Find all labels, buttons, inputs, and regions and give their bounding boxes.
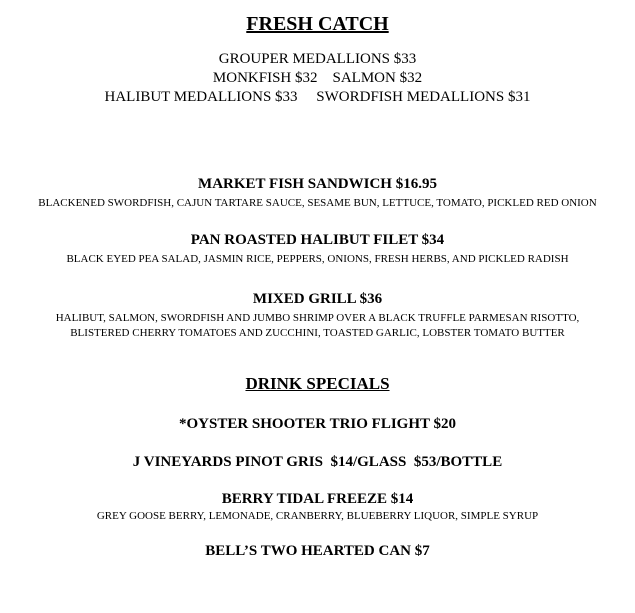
menu-item-description: BLACK EYED PEA SALAD, JASMIN RICE, PEPPERS, ONIONS, FRESH HERBS, AND PICKLED RADISH [66,253,569,265]
drink-item-description: GREY GOOSE BERRY, LEMONADE, CRANBERRY, BLUEBERRY LIQUOR, SIMPLE SYRUP [96,510,539,522]
fresh-catch-line: GROUPER MEDALLIONS $33 [218,51,417,67]
menu-item-title: MIXED GRILL $36 [252,291,383,307]
fresh-catch-line: HALIBUT MEDALLIONS $33 SWORDFISH MEDALLIONS $31 [104,89,531,105]
fresh-catch-title: FRESH CATCH [246,13,389,35]
fresh-catch-line: MONKFISH $32 SALMON $32 [212,70,423,86]
drink-item-title: BELL’S TWO HEARTED CAN $7 [205,543,430,559]
menu-item-description: BLACKENED SWORDFISH, CAJUN TARTARE SAUCE, SESAME BUN, LETTUCE, TOMATO, PICKLED RED ONION [38,197,597,209]
drink-specials-title: DRINK SPECIALS [245,374,390,393]
drink-item-title: BERRY TIDAL FREEZE $14 [221,491,414,507]
drink-item-title: J VINEYARDS PINOT GRIS $14/GLASS $53/BOTTLE [132,454,503,470]
menu-item-description: BLISTERED CHERRY TOMATOES AND ZUCCHINI, TOASTED GARLIC, LOBSTER TOMATO BUTTER [70,327,565,339]
drink-item-title: *OYSTER SHOOTER TRIO FLIGHT $20 [178,416,457,432]
menu-item-title: MARKET FISH SANDWICH $16.95 [198,176,437,192]
menu-item-title: PAN ROASTED HALIBUT FILET $34 [190,232,445,248]
menu-item-description: HALIBUT, SALMON, SWORDFISH AND JUMBO SHRIMP OVER A BLACK TRUFFLE PARMESAN RISOTTO, [55,312,580,324]
